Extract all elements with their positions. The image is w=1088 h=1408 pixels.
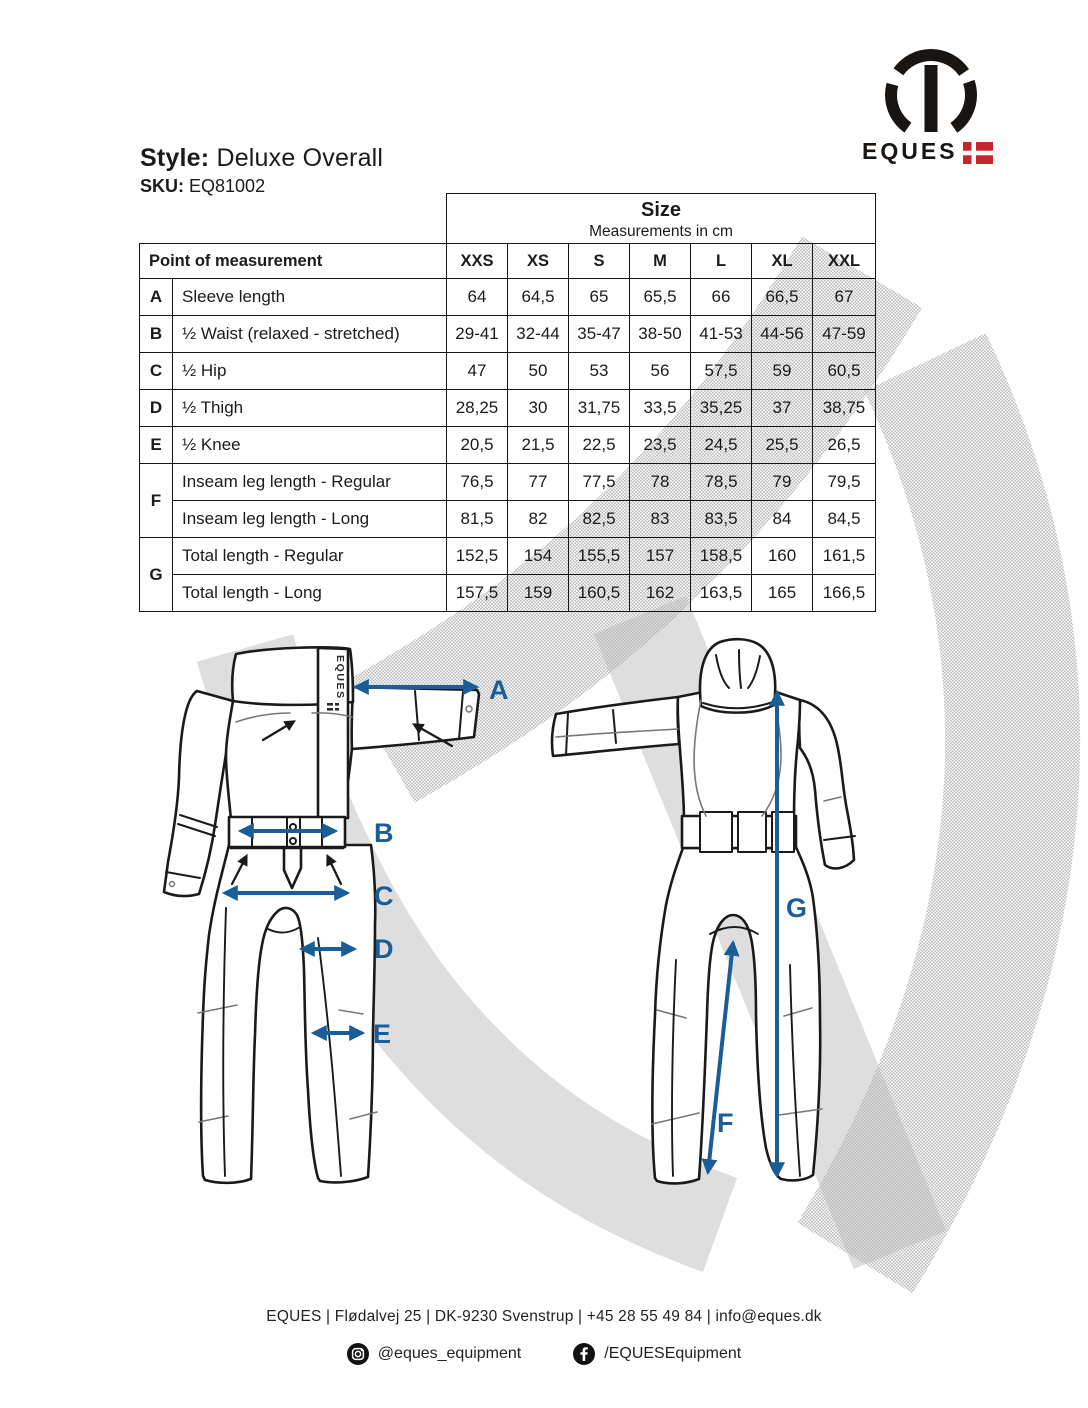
sku-value: EQ81002 (189, 176, 266, 196)
measurement-value: 38-50 (630, 316, 691, 353)
row-label: Total length - Long (173, 575, 447, 612)
instagram-item (347, 1343, 521, 1365)
contact-line: EQUES | Flødalvej 25 | DK-9230 Svenstrup | +45 28 55 49 84 | info@eques.dk (266, 1308, 822, 1325)
measurement-value: 26,5 (813, 427, 876, 464)
size-column-header: XXS (447, 244, 508, 279)
style-line (140, 144, 383, 173)
measurement-value: 64,5 (508, 279, 569, 316)
measurement-value: 35-47 (569, 316, 630, 353)
measurement-row (140, 279, 876, 316)
measurement-row (140, 316, 876, 353)
measurement-value: 79 (752, 464, 813, 501)
measurement-value: 56 (630, 353, 691, 390)
size-table (139, 193, 876, 612)
measurement-value: 21,5 (508, 427, 569, 464)
garment-brand-text: EQUES (334, 655, 346, 700)
measurement-value: 28,25 (447, 390, 508, 427)
measurement-row (140, 538, 876, 575)
facebook-icon (573, 1343, 595, 1365)
size-header-cell (447, 194, 876, 244)
size-column-header: L (691, 244, 752, 279)
measurement-value: 66,5 (752, 279, 813, 316)
measurement-value: 165 (752, 575, 813, 612)
row-label: Total length - Regular (173, 538, 447, 575)
measurement-row (140, 353, 876, 390)
measurement-value: 44-56 (752, 316, 813, 353)
measurement-value: 81,5 (447, 501, 508, 538)
measurement-value: 47 (447, 353, 508, 390)
measurement-value: 23,5 (630, 427, 691, 464)
size-column-header: XXL (813, 244, 876, 279)
row-label: ½ Thigh (173, 390, 447, 427)
label-C: C (374, 881, 394, 911)
measurement-row (140, 501, 876, 538)
measurement-value: 35,25 (691, 390, 752, 427)
label-A: A (489, 675, 509, 705)
measurement-value: 59 (752, 353, 813, 390)
measurement-value: 24,5 (691, 427, 752, 464)
document-header (140, 144, 383, 197)
measurement-value: 160 (752, 538, 813, 575)
measurement-value: 159 (508, 575, 569, 612)
measurement-value: 162 (630, 575, 691, 612)
row-label: Inseam leg length - Regular (173, 464, 447, 501)
label-B: B (374, 818, 394, 848)
row-letter: E (140, 427, 173, 464)
measurement-value: 32-44 (508, 316, 569, 353)
measurement-value: 53 (569, 353, 630, 390)
measurement-value: 29-41 (447, 316, 508, 353)
measurement-value: 154 (508, 538, 569, 575)
footer (0, 1308, 1088, 1365)
row-letter: G (140, 538, 173, 612)
measurement-value: 66 (691, 279, 752, 316)
row-label: Sleeve length (173, 279, 447, 316)
sku-label: SKU: (140, 176, 184, 196)
measurement-value: 65,5 (630, 279, 691, 316)
measurement-row (140, 575, 876, 612)
measurement-value: 83,5 (691, 501, 752, 538)
facebook-handle: /EQUESEquipment (604, 1345, 742, 1362)
measurement-value: 83 (630, 501, 691, 538)
measurement-value: 64 (447, 279, 508, 316)
measurement-value: 37 (752, 390, 813, 427)
measurement-value: 84 (752, 501, 813, 538)
label-F: F (717, 1108, 734, 1138)
measurement-value: 76,5 (447, 464, 508, 501)
measurement-value: 157 (630, 538, 691, 575)
row-label: ½ Hip (173, 353, 447, 390)
social-row (0, 1343, 1088, 1365)
measurement-value: 25,5 (752, 427, 813, 464)
measurement-value: 166,5 (813, 575, 876, 612)
point-of-measurement-header: Point of measurement (140, 244, 447, 279)
column-header-row (140, 244, 876, 279)
style-label: Style: (140, 144, 210, 172)
measurement-value: 33,5 (630, 390, 691, 427)
danish-flag-icon (963, 142, 993, 164)
measurement-row (140, 427, 876, 464)
measurement-value: 31,75 (569, 390, 630, 427)
row-letter: A (140, 279, 173, 316)
measurement-value: 163,5 (691, 575, 752, 612)
measurement-value: 82,5 (569, 501, 630, 538)
facebook-item (573, 1343, 741, 1365)
measurement-value: 38,75 (813, 390, 876, 427)
measurement-value: 65 (569, 279, 630, 316)
style-value: Deluxe Overall (216, 144, 384, 172)
row-label: ½ Knee (173, 427, 447, 464)
measurement-value: 20,5 (447, 427, 508, 464)
label-D: D (374, 934, 394, 964)
size-column-header: M (630, 244, 691, 279)
measurement-value: 77,5 (569, 464, 630, 501)
table-blank-corner (140, 194, 447, 244)
eques-logo-icon (891, 55, 971, 135)
measurement-value: 157,5 (447, 575, 508, 612)
size-column-header: XS (508, 244, 569, 279)
measurement-row (140, 464, 876, 501)
measurement-row (140, 390, 876, 427)
size-title: Size (640, 198, 682, 221)
measurement-value: 78 (630, 464, 691, 501)
measurement-value: 155,5 (569, 538, 630, 575)
measurement-value: 47-59 (813, 316, 876, 353)
measurement-value: 22,5 (569, 427, 630, 464)
label-E: E (373, 1019, 392, 1049)
size-column-header: S (569, 244, 630, 279)
measurement-value: 160,5 (569, 575, 630, 612)
size-subtitle: Measurements in cm (589, 222, 733, 240)
measurement-value: 77 (508, 464, 569, 501)
row-letter: B (140, 316, 173, 353)
measurement-value: 67 (813, 279, 876, 316)
row-label: Inseam leg length - Long (173, 501, 447, 538)
measurement-value: 50 (508, 353, 569, 390)
garment-back-view (552, 639, 855, 1183)
size-header-row (140, 194, 876, 244)
measurement-value: 57,5 (691, 353, 752, 390)
measurement-value: 79,5 (813, 464, 876, 501)
row-label: ½ Waist (relaxed - stretched) (173, 316, 447, 353)
measurement-value: 84,5 (813, 501, 876, 538)
measurement-value: 158,5 (691, 538, 752, 575)
sku-line (140, 176, 383, 197)
measurement-value: 78,5 (691, 464, 752, 501)
brand-wordmark: EQUES (862, 138, 958, 164)
measurement-value: 41-53 (691, 316, 752, 353)
measurement-value: 60,5 (813, 353, 876, 390)
instagram-handle: @eques_equipment (377, 1345, 522, 1362)
measurement-value: 82 (508, 501, 569, 538)
row-letter: C (140, 353, 173, 390)
row-letter: D (140, 390, 173, 427)
row-letter: F (140, 464, 173, 538)
measurement-value: 30 (508, 390, 569, 427)
size-column-header: XL (752, 244, 813, 279)
label-G: G (786, 893, 808, 923)
instagram-icon (347, 1343, 369, 1365)
measurement-value: 152,5 (447, 538, 508, 575)
measurement-value: 161,5 (813, 538, 876, 575)
